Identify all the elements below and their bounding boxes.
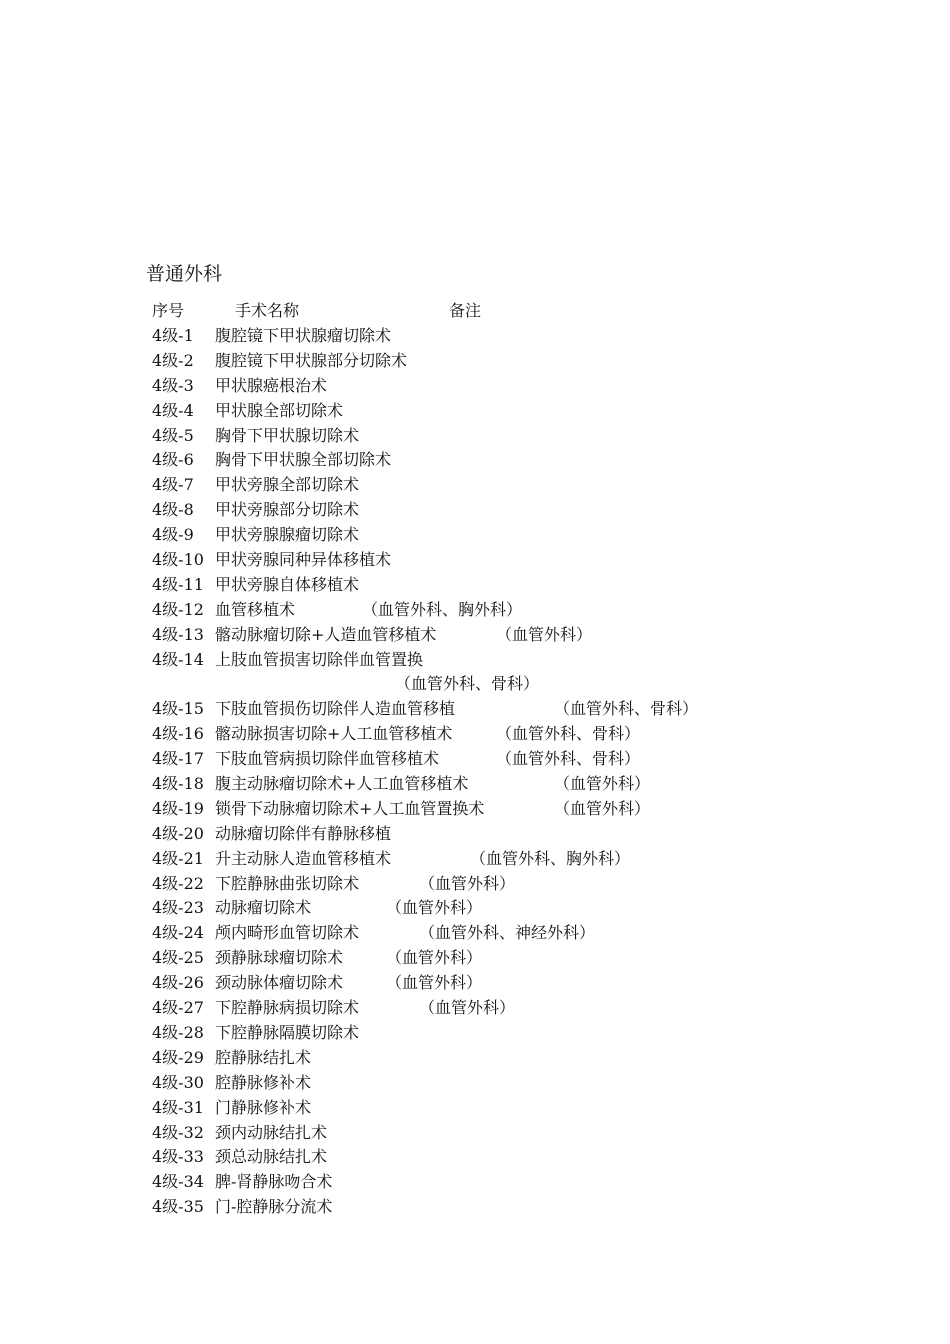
header-name: 手术名称: [235, 301, 300, 320]
row-name: 动脉瘤切除伴有静脉移植: [215, 823, 392, 843]
row-note: （血管外科）: [496, 624, 593, 644]
row-name: 动脉瘤切除术: [215, 898, 312, 918]
row-name: 胸骨下甲状腺全部切除术: [215, 450, 392, 470]
row-name: 下肢血管损伤切除伴人造血管移植: [215, 699, 456, 719]
row-code: 4级-14: [152, 649, 204, 669]
table-row: [152, 946, 912, 971]
row-note: （血管外科、胸外科）: [470, 848, 631, 868]
row-name: 髂动脉损害切除+人工血管移植术: [215, 724, 453, 744]
row-name: 上肢血管损害切除伴血管置换: [215, 649, 424, 669]
row-name: 脾-肾静脉吻合术: [215, 1172, 333, 1192]
row-code: 4级-4: [152, 400, 194, 420]
table-row: [152, 996, 912, 1021]
row-name: 甲状旁腺全部切除术: [215, 475, 360, 495]
table-row: [152, 1021, 912, 1046]
row-code: 4级-32: [152, 1122, 204, 1142]
row-code: 4级-7: [152, 475, 194, 495]
row-name: 下腔静脉曲张切除术: [215, 873, 360, 893]
table-row: [152, 1121, 912, 1146]
table-row: [152, 523, 912, 548]
row-code: 4级-20: [152, 823, 204, 843]
row-name: 腔静脉修补术: [215, 1072, 312, 1092]
row-note: （血管外科）: [419, 873, 516, 893]
header-no: 序号: [152, 301, 185, 320]
row-note: （血管外科）: [554, 774, 651, 794]
row-note: （血管外科）: [386, 948, 483, 968]
table-row: [152, 847, 912, 872]
table-row: [152, 573, 912, 598]
table-row: [152, 424, 912, 449]
row-name: 甲状旁腺部分切除术: [215, 500, 360, 520]
table-row: [152, 1195, 912, 1220]
row-name: 颈内动脉结扎术: [215, 1122, 328, 1142]
row-code: 4级-17: [152, 749, 204, 769]
row-name: 血管移植术: [215, 599, 296, 619]
row-code: 4级-29: [152, 1047, 204, 1067]
table-row: [152, 598, 912, 623]
row-code: 4级-11: [152, 574, 204, 594]
row-name: 下腔静脉隔膜切除术: [215, 1022, 360, 1042]
surgery-list: [152, 324, 912, 1220]
row-name: 腹腔镜下甲状腺部分切除术: [215, 350, 408, 370]
table-row: [152, 1046, 912, 1071]
row-code: 4级-25: [152, 948, 204, 968]
row-code: 4级-34: [152, 1172, 204, 1192]
row-code: 4级-16: [152, 724, 204, 744]
row-name: 甲状腺全部切除术: [215, 400, 344, 420]
row-code: 4级-8: [152, 500, 194, 520]
header-note: 备注: [449, 301, 482, 320]
row-name: 升主动脉人造血管移植术: [215, 848, 392, 868]
row-name: 颅内畸形血管切除术: [215, 923, 360, 943]
table-row: [152, 1071, 912, 1096]
row-note: （血管外科、胸外科）: [362, 599, 523, 619]
table-row: [152, 324, 912, 349]
row-note: （血管外科）: [386, 973, 483, 993]
table-row: [152, 1145, 912, 1170]
table-row: [152, 473, 912, 498]
table-row: [152, 623, 912, 648]
row-code: 4级-31: [152, 1097, 204, 1117]
row-code: 4级-1: [152, 326, 194, 345]
row-name: 甲状旁腺腺瘤切除术: [215, 525, 360, 545]
table-row: [152, 399, 912, 424]
table-row: [152, 747, 912, 772]
row-name: 甲状腺癌根治术: [215, 375, 328, 395]
row-code: 4级-23: [152, 898, 204, 918]
row-code: 4级-12: [152, 599, 204, 619]
table-row: [152, 672, 912, 697]
row-code: 4级-9: [152, 525, 194, 545]
row-code: 4级-27: [152, 998, 204, 1018]
table-row: [152, 548, 912, 573]
row-note: （血管外科、骨科）: [554, 699, 699, 719]
table-row: [152, 971, 912, 996]
row-code: 4级-10: [152, 550, 204, 570]
row-code: 4级-33: [152, 1147, 204, 1167]
table-row: [152, 349, 912, 374]
row-code: 4级-35: [152, 1197, 204, 1217]
row-code: 4级-5: [152, 425, 194, 445]
table-row: [152, 448, 912, 473]
row-code: 4级-24: [152, 923, 204, 943]
row-note: （血管外科）: [386, 898, 483, 918]
row-code: 4级-28: [152, 1022, 204, 1042]
table-row: [152, 697, 912, 722]
row-code: 4级-15: [152, 699, 204, 719]
row-name: 腹腔镜下甲状腺瘤切除术: [215, 326, 392, 345]
row-code: 4级-26: [152, 973, 204, 993]
row-name: 腔静脉结扎术: [215, 1047, 312, 1067]
row-note: （血管外科、骨科）: [496, 749, 641, 769]
row-name: 甲状旁腺自体移植术: [215, 574, 360, 594]
row-note: （血管外科）: [554, 798, 651, 818]
row-note: （血管外科、骨科）: [496, 724, 641, 744]
row-code: 4级-13: [152, 624, 204, 644]
table-row: [152, 648, 912, 673]
row-name: 颈动脉体瘤切除术: [215, 973, 344, 993]
table-row: [152, 1170, 912, 1195]
row-name: 颈静脉球瘤切除术: [215, 948, 344, 968]
page-title: 普通外科: [146, 263, 223, 285]
row-code: 4级-6: [152, 450, 194, 470]
row-name: 髂动脉瘤切除+人造血管移植术: [215, 624, 437, 644]
row-name: 锁骨下动脉瘤切除术+人工血管置换术: [215, 798, 485, 818]
row-name: 门静脉修补术: [215, 1097, 312, 1117]
row-code: 4级-3: [152, 375, 194, 395]
table-row: [152, 498, 912, 523]
row-name: 门-腔静脉分流术: [215, 1197, 333, 1217]
table-row: [152, 872, 912, 897]
row-note: （血管外科、神经外科）: [419, 923, 596, 943]
table-row: [152, 1096, 912, 1121]
row-name: 腹主动脉瘤切除术+人工血管移植术: [215, 774, 469, 794]
row-code: 4级-30: [152, 1072, 204, 1092]
row-name: 下肢血管病损切除伴血管移植术: [215, 749, 440, 769]
row-name: 胸骨下甲状腺切除术: [215, 425, 360, 445]
row-name: 颈总动脉结扎术: [215, 1147, 328, 1167]
row-code: 4级-22: [152, 873, 204, 893]
row-code: 4级-19: [152, 798, 204, 818]
row-name: 下腔静脉病损切除术: [215, 998, 360, 1018]
table-row: [152, 772, 912, 797]
table-row: [152, 921, 912, 946]
row-note: （血管外科、骨科）: [395, 674, 540, 694]
row-note: （血管外科）: [419, 998, 516, 1018]
table-row: [152, 722, 912, 747]
row-code: 4级-18: [152, 774, 204, 794]
table-row: [152, 896, 912, 921]
row-code: 4级-21: [152, 848, 204, 868]
table-row: [152, 797, 912, 822]
table-row: [152, 822, 912, 847]
table-row: [152, 374, 912, 399]
row-name: 甲状旁腺同种异体移植术: [215, 550, 392, 570]
row-code: 4级-2: [152, 350, 194, 370]
